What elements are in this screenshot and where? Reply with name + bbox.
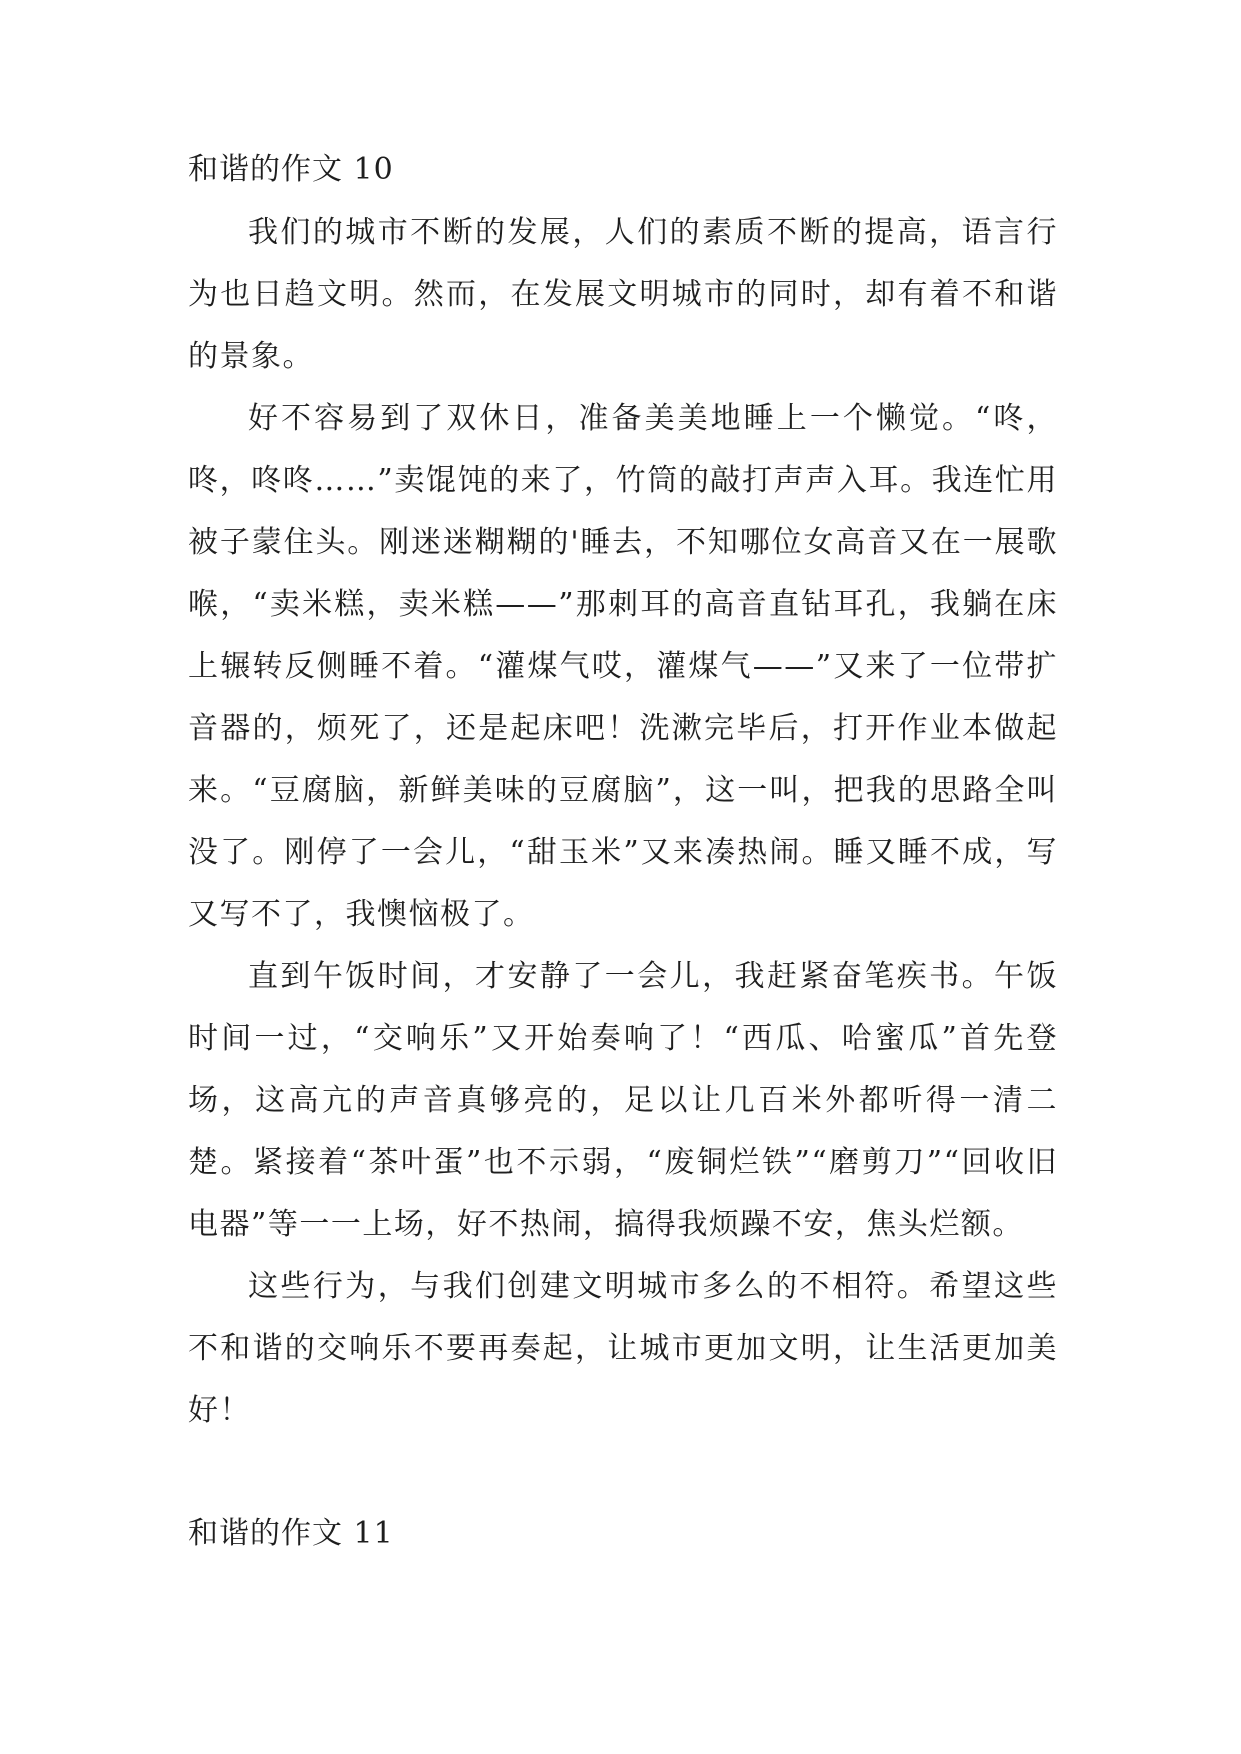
essay-10-paragraph-4: 这些行为，与我们创建文明城市多么的不相符。希望这些不和谐的交响乐不要再奏起，让城市更加文明，让生活更加美好！: [188, 1269, 1058, 1428]
essay-10-title: 和谐的作文 10: [188, 152, 394, 187]
essay-11-title: 和谐的作文 11: [188, 1516, 394, 1551]
essay-10-paragraph-2: 好不容易到了双休日，准备美美地睡上一个懒觉。“咚，咚，咚咚……”卖馄饨的来了，竹筒的敲打声声入耳。我连忙用被子蒙住头。刚迷迷糊糊的'睡去，不知哪位女高音又在一展歌喉，“卖米糕，卖米糕——”那刺耳的高音直钻耳孔，我躺在床上辗转反侧睡不着。“灌煤气哎，灌煤气——”又来了一位带扩音器的，烦死了，还是起床吧！洗漱完毕后，打开作业本做起来。“豆腐脑，新鲜美味的豆腐脑”，这一叫，把我的思路全叫没了。刚停了一会儿，“甜玉米”又来凑热闹。睡又睡不成，写又写不了，我懊恼极了。: [188, 401, 1058, 932]
section-spacer: [188, 1442, 1058, 1504]
document-page: [188, 150, 1058, 1554]
essay-10-paragraph-1: 我们的城市不断的发展，人们的素质不断的提高，语言行为也日趋文明。然而，在发展文明城市的同时，却有着不和谐的景象。: [188, 215, 1058, 374]
essay-10-paragraph-3: 直到午饭时间，才安静了一会儿，我赶紧奋笔疾书。午饭时间一过，“交响乐”又开始奏响了！“西瓜、哈蜜瓜”首先登场，这高亢的声音真够亮的，足以让几百米外都听得一清二楚。紧接着“茶叶蛋”也不示弱，“废铜烂铁”“磨剪刀”“回收旧电器”等一一上场，好不热闹，搞得我烦躁不安，焦头烂额。: [188, 959, 1058, 1242]
